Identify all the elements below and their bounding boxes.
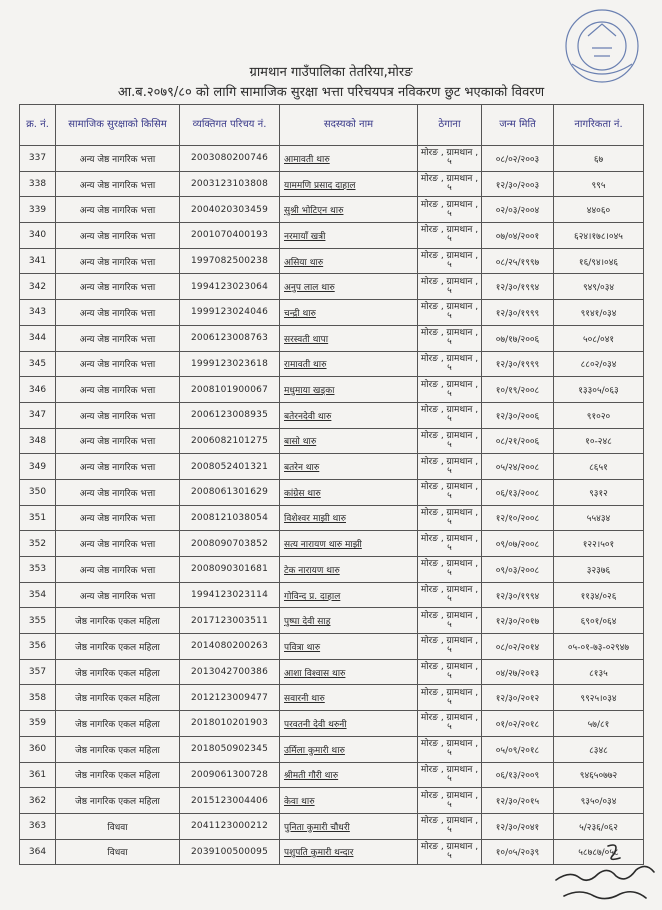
beneficiary-table [19,104,644,865]
row-member-name: याममणि प्रसाद दाहाल [280,171,418,197]
row-serial-number: 352 [20,531,56,557]
row-serial-number: 341 [20,248,56,274]
table-row [20,813,644,839]
row-citizenship-number: ८३४८ [554,736,644,762]
row-address: मोरङ , ग्रामथान , ५ [418,711,482,737]
row-personal-id: 2008101900067 [180,377,280,403]
table-row [20,351,644,377]
row-personal-id: 2018010201903 [180,711,280,737]
row-address: मोरङ , ग्रामथान , ५ [418,402,482,428]
table-row [20,505,644,531]
row-category: अन्य जेष्ठ नागरिक भत्ता [56,223,180,249]
row-address: मोरङ , ग्रामथान , ५ [418,813,482,839]
column-header-category: सामाजिक सुरक्षाको किसिम [56,105,180,146]
row-member-name: रामावती थारु [280,351,418,377]
row-date-of-birth: १२/३०/१९९४ [482,274,554,300]
officer-signature [550,840,660,908]
row-citizenship-number: ६२४।१७८।०४५ [554,223,644,249]
row-serial-number: 363 [20,813,56,839]
row-citizenship-number: ५०८/०४१ [554,325,644,351]
row-personal-id: 1994123023064 [180,274,280,300]
table-row [20,146,644,172]
row-citizenship-number: ९९२५।०३४ [554,685,644,711]
row-personal-id: 2004020303459 [180,197,280,223]
row-address: मोरङ , ग्रामथान , ५ [418,300,482,326]
office-name-heading: ग्रामथान गाउँपालिका तेतरिया,मोरङ [249,65,413,80]
row-date-of-birth: ०४/२७/२०१३ [482,659,554,685]
row-member-name: गोविन्द प्र. दाहाल [280,582,418,608]
row-serial-number: 337 [20,146,56,172]
row-serial-number: 339 [20,197,56,223]
row-category: अन्य जेष्ठ नागरिक भत्ता [56,197,180,223]
row-member-name: उर्मिला कुमारी थारु [280,736,418,762]
row-address: मोरङ , ग्रामथान , ५ [418,762,482,788]
table-row [20,454,644,480]
table-row [20,531,644,557]
row-personal-id: 2008121038054 [180,505,280,531]
row-member-name: आशा विश्वास थारु [280,659,418,685]
column-header-citizenship: नागरिकता नं. [554,105,644,146]
row-date-of-birth: १२/३०/१९९४ [482,582,554,608]
row-member-name: बतेरनदेवी थारु [280,402,418,428]
row-address: मोरङ , ग्रामथान , ५ [418,479,482,505]
table-row [20,736,644,762]
row-category: अन्य जेष्ठ नागरिक भत्ता [56,479,180,505]
row-category: विधवा [56,839,180,865]
row-member-name: टेक नारायण थारु [280,557,418,583]
row-member-name: पुष्पा देवी साह [280,608,418,634]
row-member-name: श्रीमती गौरी थारु [280,762,418,788]
row-personal-id: 2008061301629 [180,479,280,505]
row-serial-number: 364 [20,839,56,865]
row-category: जेष्ठ नागरिक एकल महिला [56,788,180,814]
row-serial-number: 340 [20,223,56,249]
row-personal-id: 2017123003511 [180,608,280,634]
row-category: जेष्ठ नागरिक एकल महिला [56,762,180,788]
row-citizenship-number: १३३०५/०६३ [554,377,644,403]
row-member-name: आमावती थारु [280,146,418,172]
row-address: मोरङ , ग्रामथान , ५ [418,839,482,865]
row-citizenship-number: १२२।५०१ [554,531,644,557]
row-date-of-birth: ०५/२४/२००८ [482,454,554,480]
row-serial-number: 357 [20,659,56,685]
row-citizenship-number: ८८०२/०३४ [554,351,644,377]
row-category: जेष्ठ नागरिक एकल महिला [56,736,180,762]
row-personal-id: 2014080200263 [180,634,280,660]
row-address: मोरङ , ग्रामथान , ५ [418,788,482,814]
row-citizenship-number: ४४०६० [554,197,644,223]
row-address: मोरङ , ग्रामथान , ५ [418,634,482,660]
row-address: मोरङ , ग्रामथान , ५ [418,531,482,557]
row-personal-id: 2003123103808 [180,171,280,197]
column-header-id: व्यक्तिगत परिचय नं. [180,105,280,146]
table-row [20,197,644,223]
row-serial-number: 344 [20,325,56,351]
row-serial-number: 360 [20,736,56,762]
row-category: अन्य जेष्ठ नागरिक भत्ता [56,351,180,377]
row-citizenship-number: ९१४१/०३४ [554,300,644,326]
row-date-of-birth: ०१/०२/२०१८ [482,711,554,737]
row-address: मोरङ , ग्रामथान , ५ [418,505,482,531]
table-row [20,300,644,326]
row-citizenship-number: ५८७८७/०५८ [554,839,644,865]
row-category: अन्य जेष्ठ नागरिक भत्ता [56,402,180,428]
row-citizenship-number: १०-२४८ [554,428,644,454]
row-serial-number: 353 [20,557,56,583]
row-address: मोरङ , ग्रामथान , ५ [418,248,482,274]
row-category: अन्य जेष्ठ नागरिक भत्ता [56,531,180,557]
row-member-name: बासो थारु [280,428,418,454]
row-category: विधवा [56,813,180,839]
row-date-of-birth: ०७/०४/२००१ [482,223,554,249]
row-personal-id: 2003080200746 [180,146,280,172]
table-row [20,377,644,403]
row-category: अन्य जेष्ठ नागरिक भत्ता [56,454,180,480]
row-member-name: सरस्वती थापा [280,325,418,351]
row-serial-number: 338 [20,171,56,197]
row-category: जेष्ठ नागरिक एकल महिला [56,634,180,660]
row-address: मोरङ , ग्रामथान , ५ [418,146,482,172]
row-citizenship-number: ११३४/०२६ [554,582,644,608]
row-citizenship-number: ९१०२० [554,402,644,428]
table-header-row [20,105,644,146]
row-serial-number: 345 [20,351,56,377]
row-category: जेष्ठ नागरिक एकल महिला [56,608,180,634]
row-address: मोरङ , ग्रामथान , ५ [418,351,482,377]
row-date-of-birth: ०६/१३/२००८ [482,479,554,505]
row-personal-id: 2008090703852 [180,531,280,557]
row-address: मोरङ , ग्रामथान , ५ [418,736,482,762]
row-member-name: पशुपति कुमारी थन्दार [280,839,418,865]
row-member-name: सवारनी थारु [280,685,418,711]
row-date-of-birth: १२/३०/२०१७ [482,608,554,634]
row-citizenship-number: ९९५ [554,171,644,197]
row-citizenship-number: ५५४३४ [554,505,644,531]
row-category: अन्य जेष्ठ नागरिक भत्ता [56,377,180,403]
row-serial-number: 343 [20,300,56,326]
table-row [20,325,644,351]
row-personal-id: 2006123008763 [180,325,280,351]
row-serial-number: 362 [20,788,56,814]
table-body [20,146,644,865]
row-category: अन्य जेष्ठ नागरिक भत्ता [56,325,180,351]
row-serial-number: 358 [20,685,56,711]
row-personal-id: 1999123024046 [180,300,280,326]
row-date-of-birth: ०९/०७/२००८ [482,531,554,557]
row-date-of-birth: ०८/०२/२०१४ [482,634,554,660]
row-category: अन्य जेष्ठ नागरिक भत्ता [56,505,180,531]
row-serial-number: 347 [20,402,56,428]
row-date-of-birth: १२/३०/२०४१ [482,813,554,839]
row-category: अन्य जेष्ठ नागरिक भत्ता [56,428,180,454]
table-row [20,402,644,428]
row-member-name: अनुप लाल थारु [280,274,418,300]
table-row [20,479,644,505]
row-category: अन्य जेष्ठ नागरिक भत्ता [56,557,180,583]
row-address: मोरङ , ग्रामथान , ५ [418,608,482,634]
row-date-of-birth: १२/३०/२०१५ [482,788,554,814]
row-address: मोरङ , ग्रामथान , ५ [418,582,482,608]
report-title-heading: आ.ब.२०७९/८० को लागि सामाजिक सुरक्षा भत्ता परिचयपत्र नविकरण छुट भएकाको विवरण [117,85,545,100]
row-member-name: विशेश्वर माझी थारु [280,505,418,531]
row-member-name: असिया थारु [280,248,418,274]
row-personal-id: 2008090301681 [180,557,280,583]
row-personal-id: 2015123004406 [180,788,280,814]
row-personal-id: 1997082500238 [180,248,280,274]
column-header-address: ठेगाना [418,105,482,146]
table-row [20,634,644,660]
row-category: जेष्ठ नागरिक एकल महिला [56,685,180,711]
row-date-of-birth: १२/३०/१९९९ [482,351,554,377]
table-row [20,608,644,634]
row-serial-number: 349 [20,454,56,480]
row-member-name: केवा थारु [280,788,418,814]
row-member-name: नरमायाँ खत्री [280,223,418,249]
row-date-of-birth: ०८/२१/२००६ [482,428,554,454]
row-date-of-birth: ०७/१७/२००६ [482,325,554,351]
row-personal-id: 2039100500095 [180,839,280,865]
row-citizenship-number: ३२३७६ [554,557,644,583]
row-address: मोरङ , ग्रामथान , ५ [418,171,482,197]
table-row [20,274,644,300]
row-citizenship-number: ५/२३६/०६२ [554,813,644,839]
row-serial-number: 354 [20,582,56,608]
table-row [20,711,644,737]
row-address: मोरङ , ग्रामथान , ५ [418,223,482,249]
row-date-of-birth: ०८/२५/१९९७ [482,248,554,274]
row-personal-id: 2006082101275 [180,428,280,454]
column-header-dob: जन्म मिति [482,105,554,146]
row-address: मोरङ , ग्रामथान , ५ [418,325,482,351]
row-date-of-birth: १२/३०/२००६ [482,402,554,428]
row-date-of-birth: ०५/०९/२०१८ [482,736,554,762]
row-member-name: बतरेन थारु [280,454,418,480]
row-citizenship-number: ६९०१/०६४ [554,608,644,634]
row-address: मोरङ , ग्रामथान , ५ [418,659,482,685]
row-category: अन्य जेष्ठ नागरिक भत्ता [56,146,180,172]
table-row [20,557,644,583]
row-personal-id: 2009061300728 [180,762,280,788]
row-personal-id: 2006123008935 [180,402,280,428]
row-address: मोरङ , ग्रामथान , ५ [418,454,482,480]
row-member-name: मधुमाया खड्का [280,377,418,403]
table-row [20,788,644,814]
row-date-of-birth: १०/०५/२०३९ [482,839,554,865]
row-serial-number: 359 [20,711,56,737]
row-date-of-birth: ०८/०२/२००३ [482,146,554,172]
row-serial-number: 348 [20,428,56,454]
row-member-name: सुश्री भोटिएन थारु [280,197,418,223]
row-date-of-birth: ०६/१३/२००९ [482,762,554,788]
table-row [20,685,644,711]
row-category: जेष्ठ नागरिक एकल महिला [56,659,180,685]
table-row [20,248,644,274]
row-address: मोरङ , ग्रामथान , ५ [418,197,482,223]
row-citizenship-number: ९३५०/०३४ [554,788,644,814]
row-citizenship-number: ५७/८१ [554,711,644,737]
row-serial-number: 346 [20,377,56,403]
table-row [20,659,644,685]
row-address: मोरङ , ग्रामथान , ५ [418,557,482,583]
row-personal-id: 2008052401321 [180,454,280,480]
row-personal-id: 2001070400193 [180,223,280,249]
row-serial-number: 351 [20,505,56,531]
row-personal-id: 2041123000212 [180,813,280,839]
row-date-of-birth: १०/१९/२००८ [482,377,554,403]
row-category: अन्य जेष्ठ नागरिक भत्ता [56,274,180,300]
table-row [20,582,644,608]
row-address: मोरङ , ग्रामथान , ५ [418,428,482,454]
row-category: अन्य जेष्ठ नागरिक भत्ता [56,582,180,608]
row-member-name: चन्द्री थारु [280,300,418,326]
row-personal-id: 2013042700386 [180,659,280,685]
table-row [20,223,644,249]
row-member-name: पवित्रा थारु [280,634,418,660]
row-citizenship-number: ८६५१ [554,454,644,480]
row-citizenship-number: ९४६५०७७२ [554,762,644,788]
row-member-name: परवतनी देवी थरुनी [280,711,418,737]
row-address: मोरङ , ग्रामथान , ५ [418,685,482,711]
row-category: अन्य जेष्ठ नागरिक भत्ता [56,300,180,326]
row-member-name: पुनिता कुमारी चौधरी [280,813,418,839]
row-citizenship-number: ९४९/०३४ [554,274,644,300]
column-header-sn: क्र. नं. [20,105,56,146]
table-row [20,762,644,788]
table-row [20,171,644,197]
row-category: अन्य जेष्ठ नागरिक भत्ता [56,171,180,197]
row-member-name: कांग्रेस थारु [280,479,418,505]
row-date-of-birth: ०९/०३/२००८ [482,557,554,583]
column-header-name: सदस्यको नाम [280,105,418,146]
row-member-name: सत्य नारायण थारु माझी [280,531,418,557]
row-date-of-birth: १२/३०/२०१२ [482,685,554,711]
row-citizenship-number: ०५-०१-७३-०२९४७ [554,634,644,660]
row-serial-number: 350 [20,479,56,505]
row-serial-number: 355 [20,608,56,634]
row-personal-id: 2012123009477 [180,685,280,711]
row-citizenship-number: ६७ [554,146,644,172]
row-personal-id: 1994123023114 [180,582,280,608]
row-address: मोरङ , ग्रामथान , ५ [418,377,482,403]
row-citizenship-number: ८१३५ [554,659,644,685]
row-personal-id: 2018050902345 [180,736,280,762]
row-serial-number: 356 [20,634,56,660]
row-serial-number: 361 [20,762,56,788]
row-date-of-birth: १२/३०/१९९९ [482,300,554,326]
row-category: जेष्ठ नागरिक एकल महिला [56,711,180,737]
row-date-of-birth: १२/१०/२००८ [482,505,554,531]
table-row [20,428,644,454]
row-date-of-birth: ०२/०३/२००४ [482,197,554,223]
row-address: मोरङ , ग्रामथान , ५ [418,274,482,300]
row-serial-number: 342 [20,274,56,300]
row-date-of-birth: १२/३०/२००३ [482,171,554,197]
row-category: अन्य जेष्ठ नागरिक भत्ता [56,248,180,274]
row-citizenship-number: १६/९४।०४६ [554,248,644,274]
row-citizenship-number: ९३१२ [554,479,644,505]
row-personal-id: 1999123023618 [180,351,280,377]
